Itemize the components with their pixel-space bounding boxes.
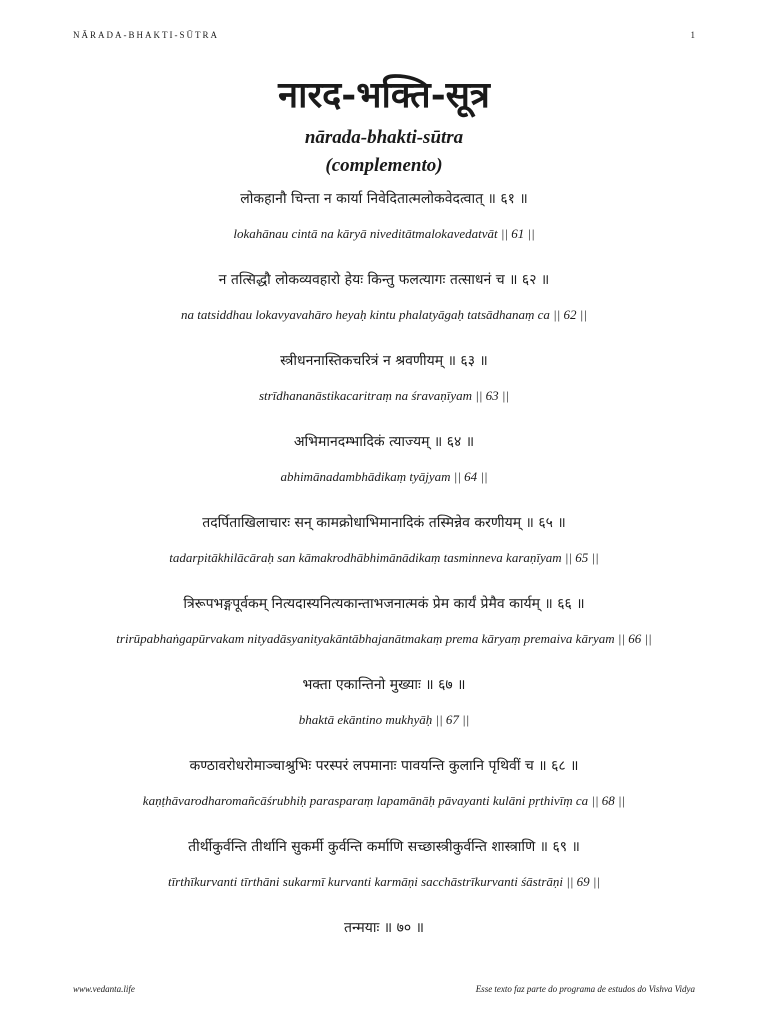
verse-transliteration: trirūpabhaṅgapūrvakam nityadāsyanityakāntābhajanātmakaṃ prema kāryaṃ premaiva kāryam || 66 || (116, 631, 652, 646)
footer-note: Esse texto faz parte do programa de estudos do Vishva Vidya (475, 984, 695, 994)
verse-devanagari: भक्ता एकान्तिनो मुख्याः ॥ ६७ ॥ (302, 677, 466, 693)
verse-62 (40, 269, 728, 350)
verse-devanagari: लोकहानौ चिन्ता न कार्या निवेदितात्मलोकवेदत्वात् ॥ ६१ ॥ (240, 191, 528, 207)
verse-63 (40, 350, 728, 431)
verse-transliteration: strīdhananāstikacaritraṃ na śravaṇīyam || 63 || (258, 388, 510, 403)
title-block (0, 70, 768, 176)
verse-devanagari: न तत्सिद्धौ लोकव्यवहारो हेयः किन्तु फलत्यागः तत्साधनं च ॥ ६२ ॥ (218, 272, 550, 288)
verse-transliteration: lokahānau cintā na kāryā niveditātmalokavedatvāt || 61 || (233, 226, 535, 241)
footer-website[interactable]: www.vedanta.life (73, 984, 135, 994)
verse-69 (40, 836, 728, 917)
verse-64 (40, 431, 728, 512)
verse-devanagari: तन्मयाः ॥ ७० ॥ (343, 920, 425, 936)
verse-devanagari: कण्ठावरोधरोमाञ्चाश्रुभिः परस्परं लपमानाः पावयन्ति कुलानि पृथिवीं च ॥ ६८ ॥ (189, 758, 579, 774)
page-title-iast: nārada-bhakti-sūtra (304, 127, 464, 148)
verse-devanagari: अभिमानदम्भादिकं त्याज्यम् ॥ ६४ ॥ (293, 434, 475, 450)
page-subtitle: (complemento) (325, 155, 443, 176)
running-title: NĀRADA-BHAKTI-SŪTRA (73, 30, 219, 40)
verse-67 (40, 674, 728, 755)
verse-61 (40, 188, 728, 269)
verse-transliteration: na tatsiddhau lokavyavahāro heyaḥ kintu phalatyāgaḥ tatsādhanaṃ ca || 62 || (181, 307, 587, 322)
verse-transliteration: bhaktā ekāntino mukhyāḥ || 67 || (298, 712, 470, 727)
running-header (73, 30, 695, 44)
verse-devanagari: स्त्रीधननास्तिकचरित्रं न श्रवणीयम् ॥ ६३ ॥ (280, 353, 488, 369)
verse-68 (40, 755, 728, 836)
verse-list (40, 188, 728, 998)
verse-66 (40, 593, 728, 674)
verse-65 (40, 512, 728, 593)
verse-transliteration: tīrthīkurvanti tīrthāni sukarmī kurvanti karmāṇi sacchāstrīkurvanti śāstrāṇi || 69 || (167, 874, 601, 889)
verse-transliteration: abhimānadambhādikaṃ tyājyam || 64 || (280, 469, 488, 484)
verse-devanagari: तदर्पिताखिलाचारः सन् कामक्रोधाभिमानादिकं तस्मिन्नेव करणीयम् ॥ ६५ ॥ (202, 515, 566, 531)
page-footer (73, 984, 695, 998)
verse-transliteration: tadarpitākhilācāraḥ san kāmakrodhābhimānādikaṃ tasminneva karaṇīyam || 65 || (169, 550, 599, 565)
verse-devanagari: तीर्थीकुर्वन्ति तीर्थानि सुकर्मी कुर्वन्ति कर्माणि सच्छास्त्रीकुर्वन्ति शास्त्राणि ॥ ६९ ॥ (188, 839, 580, 855)
verse-transliteration: kaṇṭhāvarodharomañcāśrubhiḥ parasparaṃ lapamānāḥ pāvayanti kulāni pṛthivīṃ ca || 68 || (142, 793, 626, 808)
verse-devanagari: त्रिरूपभङ्गपूर्वकम् नित्यदास्यनित्यकान्ताभजनात्मकं प्रेम कार्यं प्रेमैव कार्यम् ॥ ६६ ॥ (183, 596, 585, 612)
page-number: 1 (690, 30, 695, 40)
page-title-devanagari: नारद-भक्ति-सूत्र (278, 74, 490, 116)
